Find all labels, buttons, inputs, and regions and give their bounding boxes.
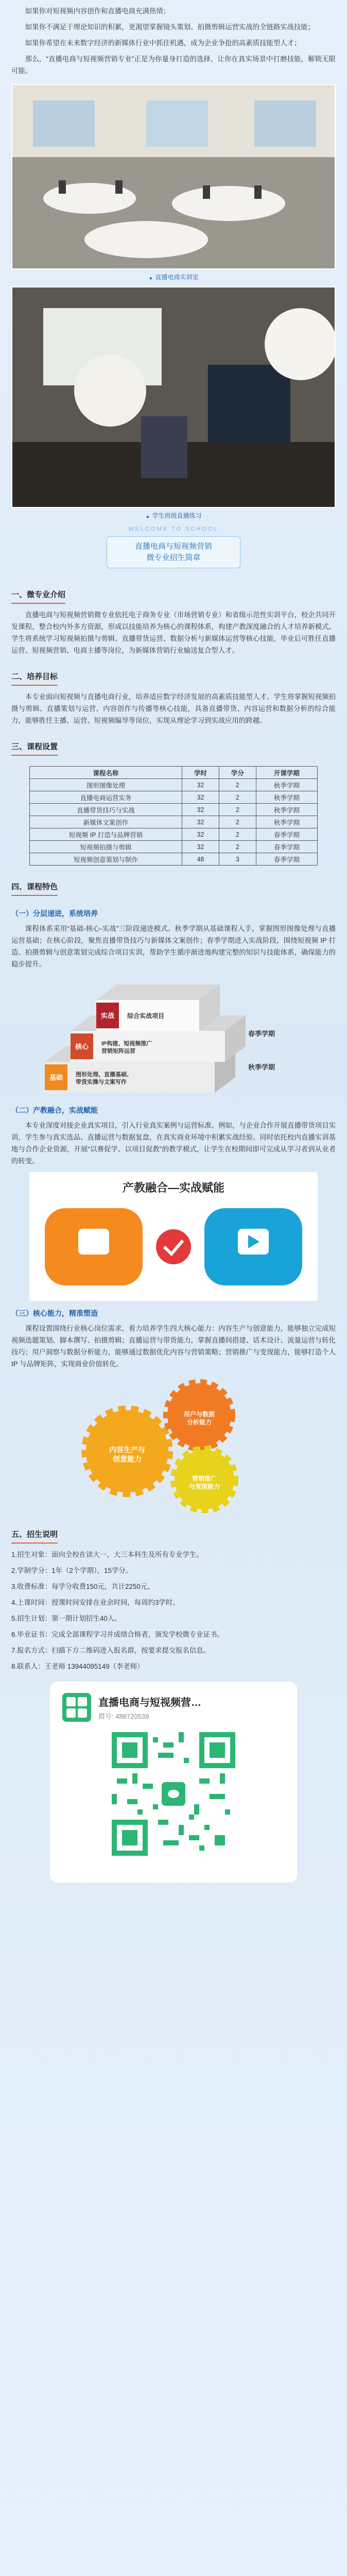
photo-caption: ▲ 学生班级直播练习: [11, 511, 336, 520]
subsection-heading: （二）产教融合，实战赋能: [11, 1106, 98, 1114]
subsection-heading: （三）核心能力，精准塑造: [11, 1309, 98, 1317]
table-cell: 直播带货技巧与实战: [30, 804, 182, 816]
fusion-diagram: [29, 1172, 318, 1301]
table-header: 学时: [182, 767, 219, 779]
table-row: [30, 841, 318, 853]
table-header: 开课学期: [256, 767, 317, 779]
table-cell: 32: [182, 779, 219, 791]
table-cell: 春季学期: [256, 853, 317, 866]
section-heading: 五、招生说明: [11, 1529, 58, 1544]
section-heading: 一、微专业介绍: [11, 589, 65, 604]
intro: [11, 5, 336, 77]
table-row: [30, 779, 318, 791]
level-desc: IP构建、短视频推广营销矩阵运营: [101, 1041, 152, 1055]
group-name: 直播电商与短视频营…: [98, 1697, 201, 1708]
banner-line: 微专业招生简章: [146, 553, 201, 562]
level-label: 实战: [100, 1012, 115, 1020]
table-cell: 2: [219, 779, 256, 791]
table-cell: 图形图像处理: [30, 779, 182, 791]
table-cell: 新媒体文案创作: [30, 816, 182, 828]
table-header: 课程名称: [30, 767, 182, 779]
table-cell: 32: [182, 828, 219, 841]
classroom-photo: [11, 84, 336, 269]
subsection-heading: （一）分层递进，系统培养: [11, 909, 98, 918]
section-text: 课程体系采用“基础-核心-实战”三阶段递进模式。秋季学期从基础课程入手，掌握图形图像处理与直播运营基础；在核心阶段，聚焦直播带货技巧与新媒体文案创作；春季学期进入实战阶段，围绕短视频 IP 打造、拍摄剪辑与创意策划完成综合项目实训，帮助学生循序渐进地构建完整的知识与技能体系，确保能力的稳步提升。: [11, 925, 336, 968]
banner-line: 直播电商与短视频营销: [134, 542, 212, 551]
table-row: [30, 804, 318, 816]
table-row: [30, 816, 318, 828]
intro-paragraph: 如果你希望在未来数字经济的新媒体行业中抓住机遇，成为企业争抢的高素质技能型人才；: [25, 39, 301, 47]
term-label: 秋季学期: [248, 1063, 275, 1071]
photo-caption: ▲ 直播电商实训室: [11, 273, 336, 281]
welcome-text: WELCOME TO SCHOOL: [128, 526, 219, 532]
level-desc: 综合实战项目: [127, 1012, 165, 1020]
admission-list: [11, 1549, 336, 1672]
table-row: [30, 853, 318, 866]
table-cell: 32: [182, 791, 219, 804]
list-item: 8.联系人：王老师 13944095149（李老师）: [11, 1663, 144, 1670]
section-text: 本专业深度对接企业真实项目，引入行业真实案例与运营标准。例如，与企业合作开展直播带货项目实训，学生参与真实选品、直播运营与数据复盘，在真实商业环境中积累实战经验。同时依托校内直播实训基地与合作企业资源，开展“以赛促学、以项目促教”的教学模式，让学生在校期间即可完成从学习者到从业者的转变。: [11, 1122, 336, 1165]
table-cell: 32: [182, 816, 219, 828]
table-cell: 春季学期: [256, 841, 317, 853]
intro-paragraph: 如果你不满足于理论知识的积累，更渴望掌握镜头策划、拍摄剪辑运营实战的全链路实战技能；: [25, 23, 315, 31]
table-cell: 短视频拍摄与剪辑: [30, 841, 182, 853]
table-cell: 2: [219, 791, 256, 804]
list-item: 4.上课时间：授课时间安排在业余时间，每周约3学时。: [11, 1599, 180, 1606]
table-cell: 32: [182, 804, 219, 816]
table-cell: 秋季学期: [256, 804, 317, 816]
list-item: 6.毕业证书：完成全部课程学习并成绩合格者，颁发学校微专业证书。: [11, 1631, 224, 1638]
intro-paragraph: 如果你对短视频内容创作和直播电商充满热情；: [25, 7, 170, 15]
level-label: 核心: [75, 1043, 89, 1050]
group-id: 群号: 488720539: [98, 1713, 149, 1720]
table-cell: 2: [219, 828, 256, 841]
qr-code[interactable]: [112, 1732, 235, 1856]
section-heading: 三、课程设置: [11, 741, 58, 756]
gear-label: 用户与数据分析能力: [183, 1411, 215, 1426]
table-cell: 48: [182, 853, 219, 866]
livestream-photo: [11, 286, 336, 508]
list-item: 5.招生计划：第一期计划招生40人。: [11, 1615, 122, 1622]
gear-label: 内容生产与创意能力: [109, 1446, 145, 1464]
section-text: 课程设置围绕行业核心岗位需求，着力培养学生四大核心能力：内容生产与创意能力，能够独立完成短视频选题策划、脚本撰写、拍摄剪辑；直播运营与带货能力，掌握直播间搭建、话术设计、流量运营与转化技巧；用户洞察与数据分析能力，能够通过数据优化内容与营销策略；营销推广与变现能力，能够打造个人 IP 与品牌矩阵，实现商业价值转化。: [11, 1325, 336, 1368]
table-cell: 2: [219, 816, 256, 828]
title-banner: [107, 536, 240, 568]
table-cell: 2: [219, 804, 256, 816]
section-text: 直播电商与短视频营销微专业依托电子商务专业（市场营销专业）和省级示范性实训平台，校企共同开发课程，整合校内外多方资源，形成以技能培养为核心的课程体系，构建产教深度融合的人才培养新模式。学生将系统学习短视频拍摄与剪辑、直播带货运营、数据分析与新媒体运营等核心技能，毕业后可胜任直播运营、短视频营销、电商主播等岗位，为新媒体营销行业输送复合型人才。: [11, 611, 336, 654]
table-cell: 32: [182, 841, 219, 853]
table-cell: 短视频 IP 打造与品牌营销: [30, 828, 182, 841]
section-text: 本专业面向短视频与直播电商行业，培养适应数字经济发展的高素质技能型人才。学生将掌握短视频拍摄与剪辑、直播策划与运营、内容创作与传播等核心技能，具备直播带货、内容运营和数据分析的综合能力，能够胜任主播、运营、短视频编导等岗位，实现从理论学习到实战应用的跨越。: [11, 693, 336, 724]
fusion-title: 产教融合—实战赋能: [122, 1181, 224, 1194]
table-cell: 秋季学期: [256, 779, 317, 791]
list-item: 7.报名方式：扫描下方二维码进入报名群，按要求提交报名信息。: [11, 1647, 211, 1654]
list-item: 1.招生对象：面向全校在读大一、大三本科生及所有专业学生。: [11, 1551, 203, 1558]
table-cell: 3: [219, 853, 256, 866]
term-label: 春季学期: [248, 1030, 275, 1038]
staircase-diagram: [29, 974, 318, 1098]
table-cell: 2: [219, 841, 256, 853]
qr-card[interactable]: [50, 1682, 297, 1883]
level-desc: 图形处理、直播基础、带货实操与文案写作: [76, 1072, 132, 1086]
section-heading: 二、培养目标: [11, 671, 58, 686]
section-heading: 四、课程特色: [11, 881, 58, 896]
course-table: [29, 766, 318, 866]
table-cell: 秋季学期: [256, 816, 317, 828]
intro-paragraph: 那么，“直播电商与短视频营销专业”正是为你量身打造的选择，让你在真实场景中打磨技能，解锁无限可能。: [11, 55, 336, 75]
wechat-icon: [160, 1781, 187, 1807]
gear-label: 营销推广与变现能力: [188, 1475, 220, 1490]
gears-diagram: [29, 1374, 318, 1513]
table-cell: 春季学期: [256, 828, 317, 841]
group-avatar-icon: [62, 1693, 91, 1722]
table-header-row: [30, 767, 318, 779]
table-row: [30, 791, 318, 804]
list-item: 2.学制学分：1年（2个学期），15学分。: [11, 1567, 133, 1574]
table-cell: 秋季学期: [256, 791, 317, 804]
table-header: 学分: [219, 767, 256, 779]
table-cell: 短视频创意策划与制作: [30, 853, 182, 866]
table-cell: 直播电商运营实务: [30, 791, 182, 804]
level-label: 基础: [49, 1074, 63, 1081]
list-item: 3.收费标准：每学分收费150元，共计2250元。: [11, 1583, 154, 1590]
table-row: [30, 828, 318, 841]
